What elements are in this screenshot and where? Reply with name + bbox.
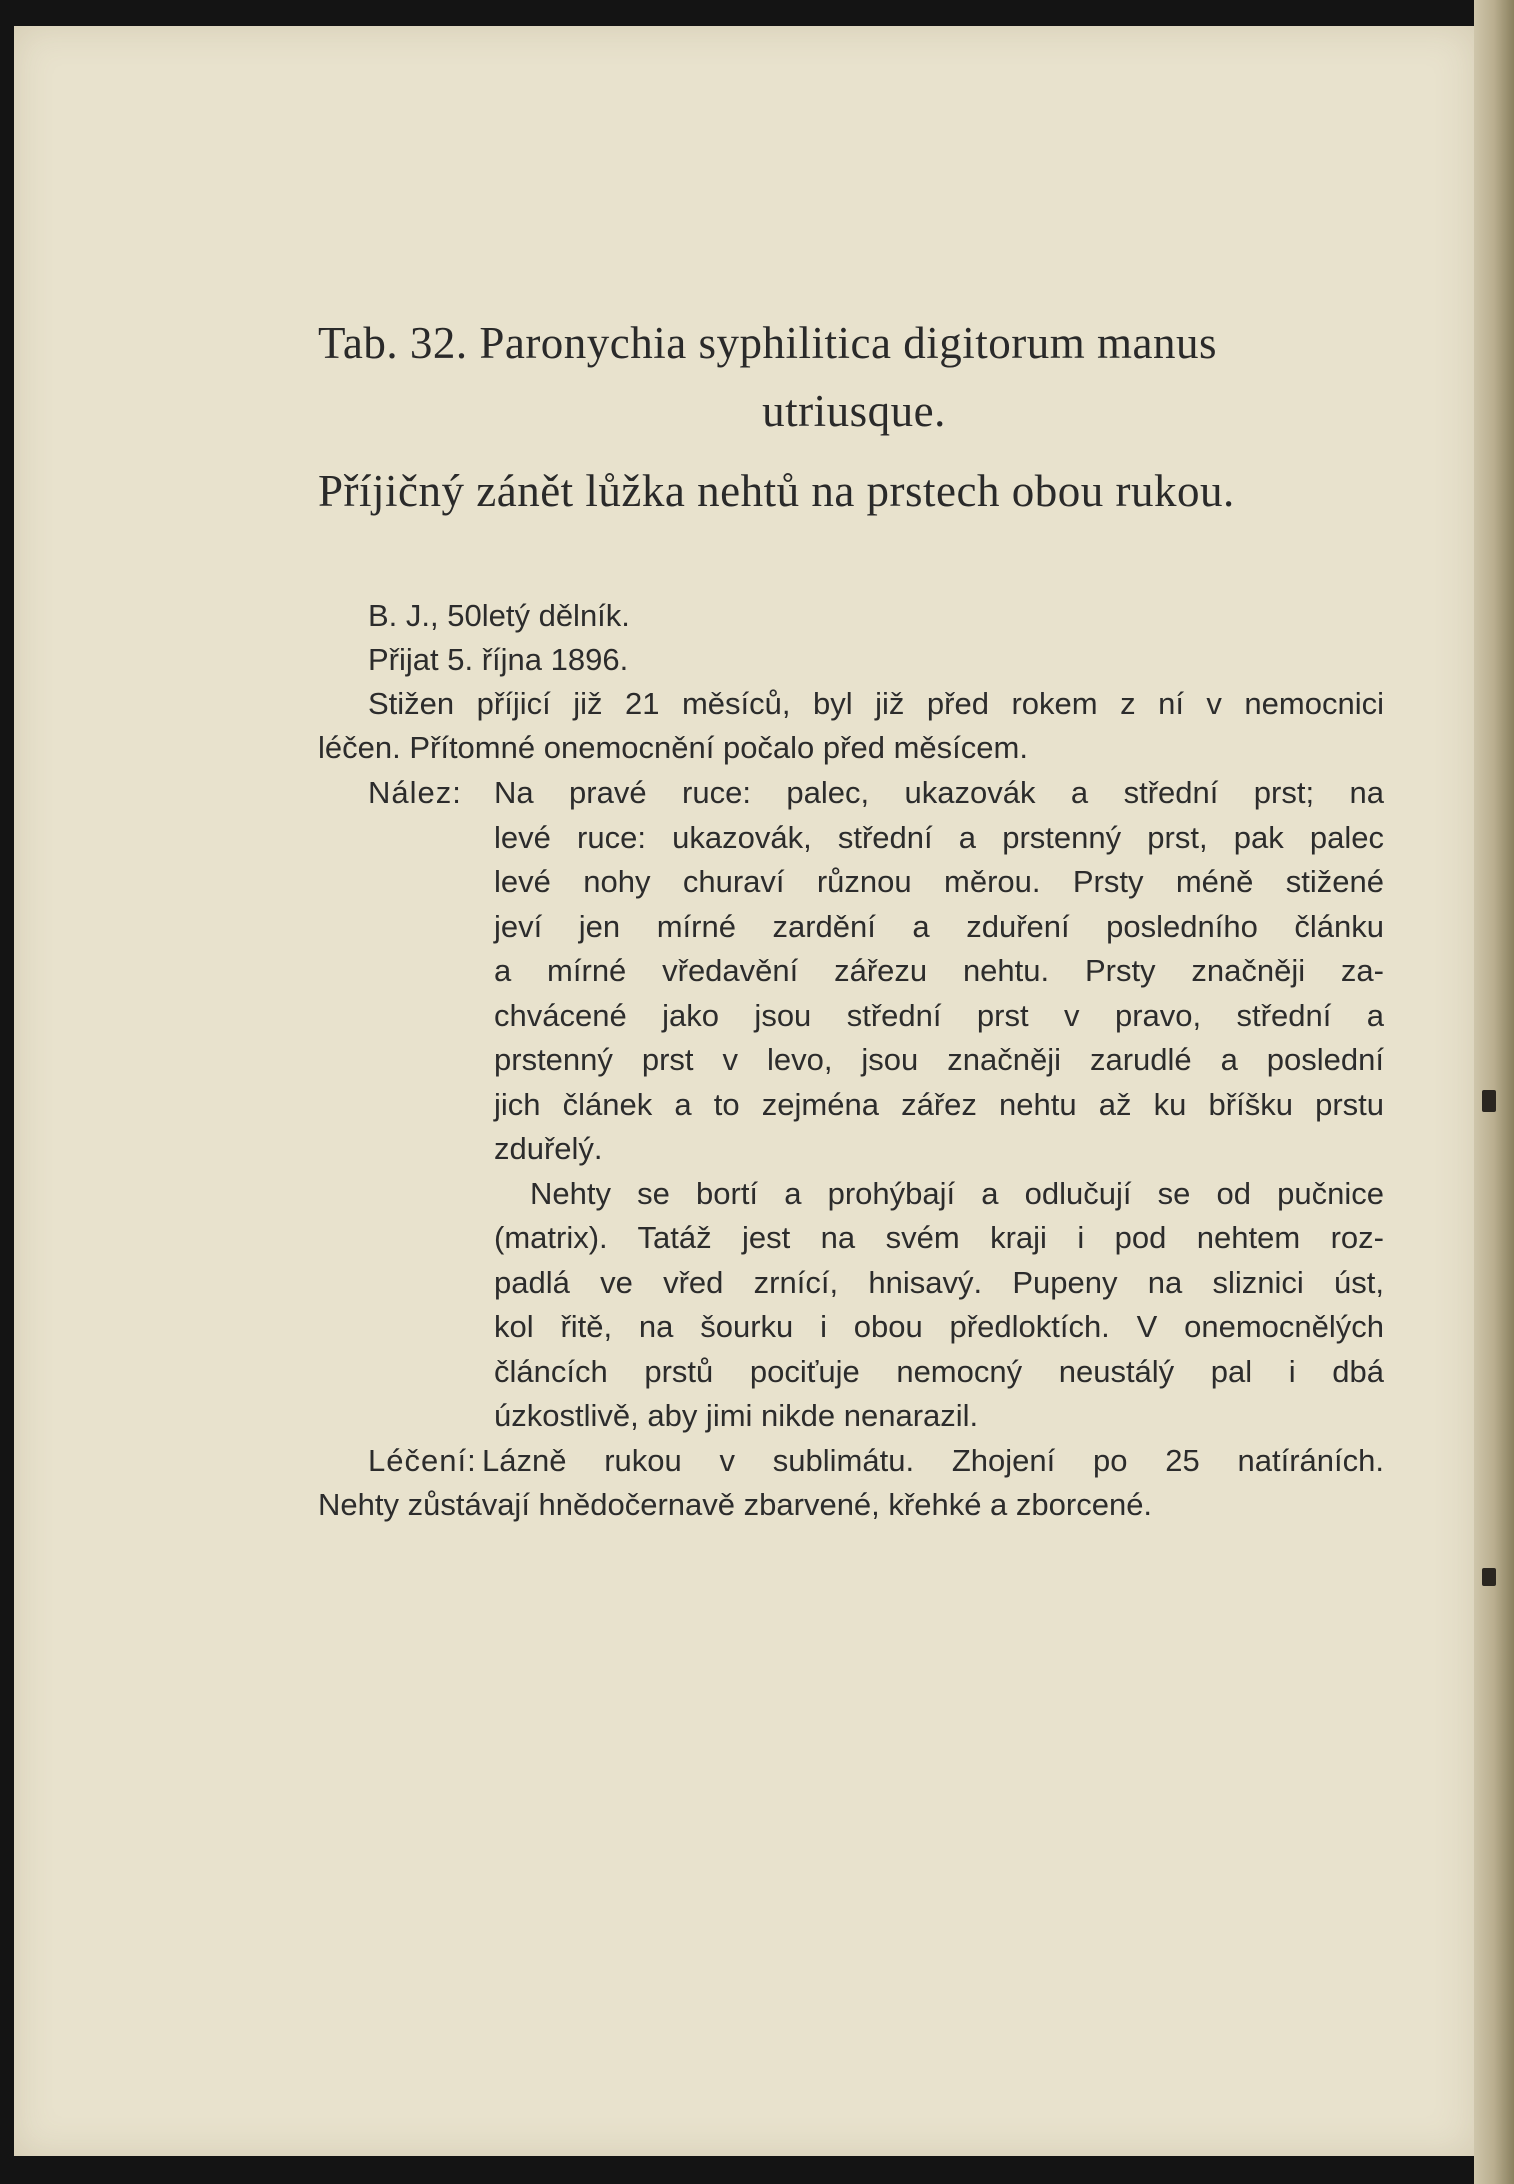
spine-mark	[1482, 1090, 1496, 1112]
finding-line: úzkostlivě, aby jimi nikde nenarazil.	[494, 1398, 979, 1433]
finding-line: Nehty se bortí a prohýbají a odlučují se od pučnice	[530, 1176, 1384, 1211]
plate-title-latin-continued: utriusque.	[762, 386, 946, 436]
finding-line: jeví jen mírné zardění a zduření posledního článku	[494, 909, 1384, 944]
history-line-2: léčen. Přítomné onemocnění počalo před měsícem.	[318, 730, 1028, 765]
treatment-line-2: Nehty zůstávají hnědočernavě zbarvené, křehké a zborcené.	[318, 1487, 1153, 1522]
finding-line: padlá ve vřed zrnící, hnisavý. Pupeny na sliznici úst,	[494, 1265, 1384, 1300]
finding-line: zduřelý.	[494, 1131, 603, 1166]
patient-line: B. J., 50letý dělník.	[368, 598, 630, 633]
finding-line: chvácené jako jsou střední prst v pravo, střední a	[494, 998, 1384, 1033]
spine-mark	[1482, 1568, 1496, 1586]
finding-label: Nález:	[368, 775, 462, 810]
plate-title-latin: Tab. 32. Paronychia syphilitica digitorum manus	[318, 318, 1217, 368]
history-line-1: Stižen příjicí již 21 měsíců, byl již před rokem z ní v nemocnici	[368, 686, 1384, 721]
finding-line: a mírné vředavění zářezu nehtu. Prsty značněji za-	[494, 953, 1384, 988]
finding-line: Na pravé ruce: palec, ukazovák a střední prst; na	[494, 775, 1384, 810]
treatment-line-1: Lázně rukou v sublimátu. Zhojení po 25 natíráních.	[482, 1443, 1384, 1478]
finding-line: jich článek a to zejména zářez nehtu až ku bříšku prstu	[494, 1087, 1384, 1122]
finding-line: (matrix). Tatáž jest na svém kraji i pod nehtem roz-	[494, 1220, 1384, 1255]
finding-line: článcích prstů pociťuje nemocný neustálý pal i dbá	[494, 1354, 1384, 1389]
finding-line: levé ruce: ukazovák, střední a prstenný prst, pak palec	[494, 820, 1384, 855]
plate-title-czech: Příjičný zánět lůžka nehtů na prstech obou rukou.	[318, 466, 1235, 516]
finding-line: prstenný prst v levo, jsou značněji zarudlé a poslední	[494, 1042, 1384, 1077]
finding-line: kol řitě, na šourku i obou předloktích. V onemocnělých	[494, 1309, 1384, 1344]
finding-line: levé nohy churaví různou měrou. Prsty méně stižené	[494, 864, 1384, 899]
admission-line: Přijat 5. října 1896.	[368, 642, 629, 677]
treatment-label: Léčení:	[368, 1443, 477, 1478]
